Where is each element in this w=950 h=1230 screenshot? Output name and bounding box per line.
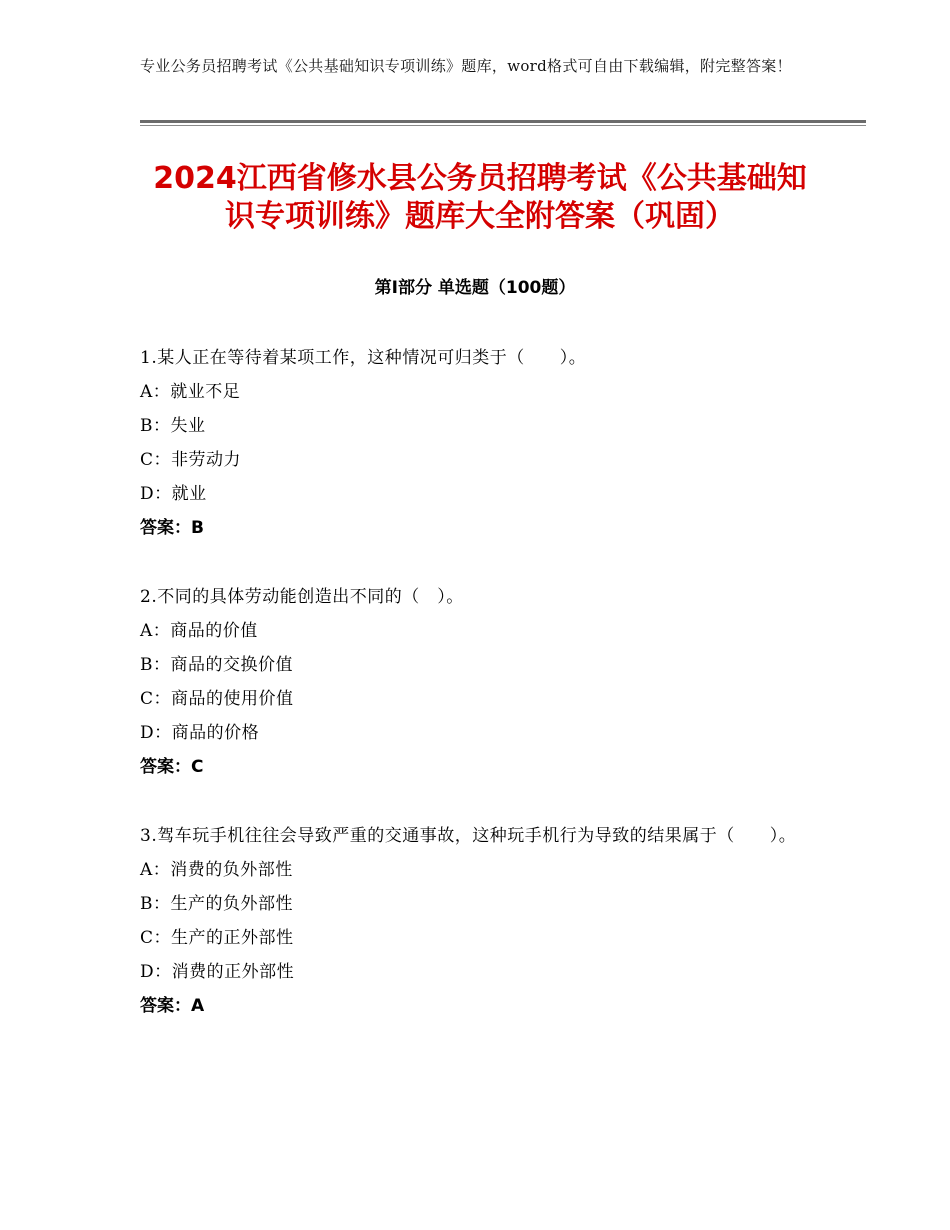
option-a: A：就业不足	[140, 382, 241, 402]
option-c: C：生产的正外部性	[140, 928, 294, 948]
option-b: B：商品的交换价值	[140, 655, 293, 675]
question-3	[140, 819, 810, 1023]
header-divider-thick	[140, 120, 866, 123]
question-stem: 3.驾车玩手机往往会导致严重的交通事故，这种玩手机行为导致的结果属于（ ）。	[140, 826, 797, 846]
option-d: D：就业	[140, 484, 207, 504]
header-note: 专业公务员招聘考试《公共基础知识专项训练》题库，word格式可自由下载编辑，附完整答案！	[140, 57, 792, 75]
question-1	[140, 341, 810, 545]
option-c: C：非劳动力	[140, 450, 242, 470]
question-2	[140, 580, 810, 784]
option-b: B：失业	[140, 416, 206, 436]
option-a: A：商品的价值	[140, 621, 258, 641]
question-stem: 2.不同的具体劳动能创造出不同的（ ）。	[140, 587, 464, 607]
answer-line: 答案：A	[140, 996, 205, 1016]
section-heading: 第Ⅰ部分 单选题（100题）	[374, 278, 576, 298]
answer-line: 答案：C	[140, 757, 204, 777]
option-d: D：商品的价格	[140, 723, 260, 743]
question-stem: 1.某人正在等待着某项工作，这种情况可归类于（ ）。	[140, 348, 587, 368]
option-a: A：消费的负外部性	[140, 860, 293, 880]
header-divider-thin	[140, 125, 866, 126]
option-c: C：商品的使用价值	[140, 689, 294, 709]
option-d: D：消费的正外部性	[140, 962, 295, 982]
document-title: 2024江西省修水县公务员招聘考试《公共基础知识专项训练》题库大全附答案（巩固）	[153, 161, 807, 234]
answer-line: 答案：B	[140, 518, 204, 538]
option-b: B：生产的负外部性	[140, 894, 293, 914]
